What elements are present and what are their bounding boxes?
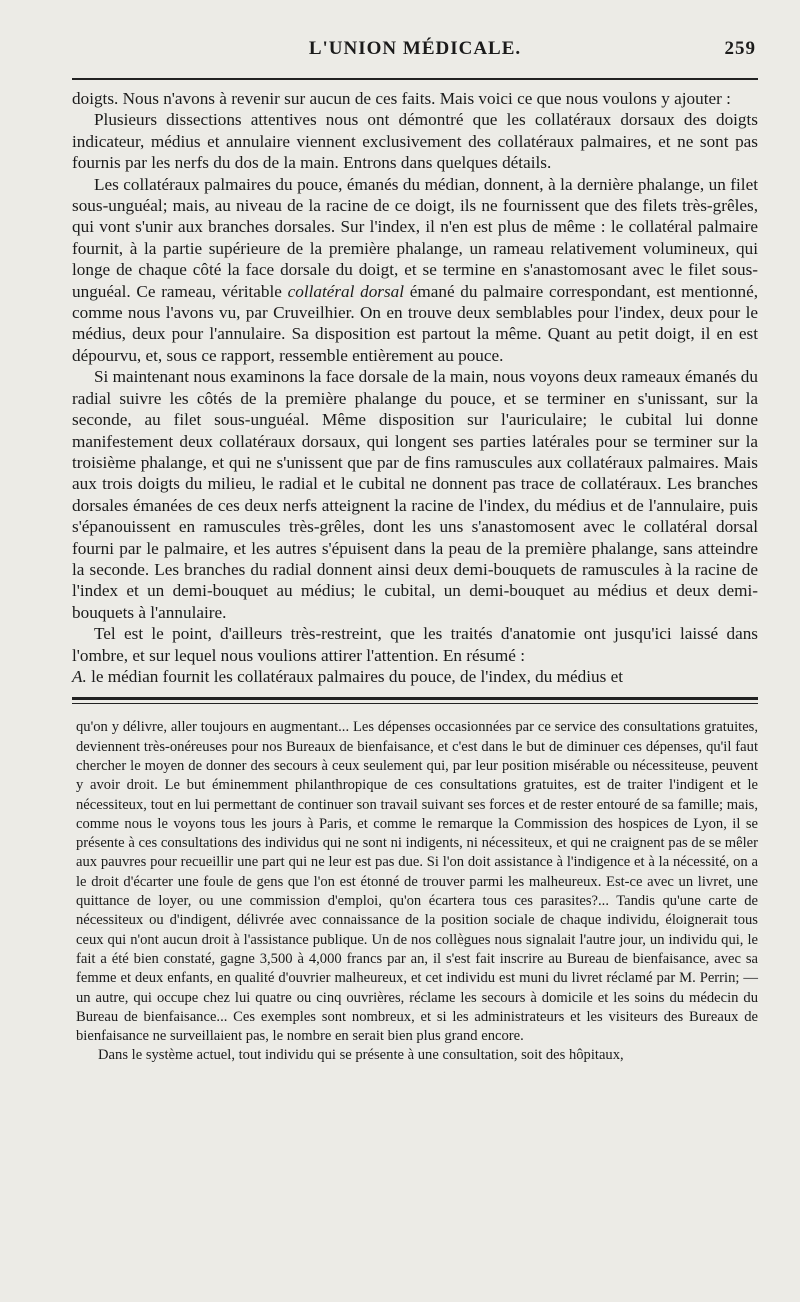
paragraph-3 xyxy=(72,174,758,367)
paragraph-5 xyxy=(72,623,758,687)
footnote-paragraph-2: Dans le système actuel, tout individu qui se présente à une consultation, soit des hôpitaux, xyxy=(98,1047,624,1064)
summary-letter-a: A. xyxy=(72,666,87,686)
paragraph-3-italic-term: collatéral dorsal xyxy=(287,281,405,301)
header-rule xyxy=(72,78,758,80)
footnote-text xyxy=(72,718,758,1065)
paragraph-3-text-a: Les collatéraux palmaires du pouce, émanés du médian, donnent, à la dernière phalange, un filet sous-unguéal; mais, au niveau de la racine de ce doigt, ils ne fournissent que des filets très-grêles, qui vont s'unir aux branches dorsales. Sur l'index, il n'en est plus de même : le collatéral palmaire fournit, à la partie supérieure de la première phalange, un rameau relativement volumineux, qui longe de chaque côté la face dorsale du doigt, et se termine en s'anastomosant avec le filet sous-unguéal. Ce rameau, véritable xyxy=(72,174,758,301)
paragraph-5-text-b: le médian fournit les collatéraux palmaires du pouce, de l'index, du médius et xyxy=(86,666,624,686)
footnote-separator xyxy=(72,697,758,704)
footnote-paragraph-1: qu'on y délivre, aller toujours en augmentant... Les dépenses occasionnées par ce service des consultations gratuites, deviennent très-onéreuses pour nos Bureaux de bienfaisance, et c'est dans le but de diminuer ces dépenses, qu'il faut chercher le moyen de donner des secours à ceux seulement qui, par leur position misérable ou nécessiteuse, peuvent y avoir droit. Le but éminemment philanthropique de ces consultations gratuites, est de traiter l'indigent et le nécessiteux, tout en lui permettant de continuer son travail suivant ses forces et de rester entouré de sa famille; mais, comme nous le voyons tous les jours à Paris, et comme le remarque la Commission des hospices de Lyon, il se présente à ces consultations des individus qui ne sont ni indigents, ni nécessiteux, et qui ne craignent pas de se mêler aux pauvres pour recueillir une part qui ne leur est pas due. Si l'on doit assistance à l'indigence et à la nécessité, on a le droit d'écarter une foule de gens que l'on est étonné de trouver parmi les malheureux. Est-ce avec un livret, une quittance de loyer, ou une commission d'emploi, qu'on écartera tous ces parasites?... Tandis qu'une carte de nécessiteux ou d'indigent, délivrée avec connaissance de la position sociale de chaque individu, éloignerait tous ceux qui n'ont aucun droit à l'assistance publique. Un de nos collègues nous signalait l'autre jour, un individu qui, le fait a été bien constaté, gagne 3,500 à 4,000 francs par an, il s'est fait inscrire au Bureau de bienfaisance, avec sa femme et deux enfants, en qualité d'ouvrier malheureux, et cet individu est muni du livret réclamé par M. Perrin; — un autre, qui occupe chez lui quatre ou cinq ouvrières, réclame les secours à domicile et les soins du médecin du Bureau de bienfaisance... Ces exemples sont nombreux, et si les administrateurs et les visiteurs des Bureaux de bienfaisance ne surveillaient pas, le nombre en serait bien plus grand encore. xyxy=(76,719,758,1045)
main-text xyxy=(72,88,758,687)
paragraph-3-text-b: émané du palmaire correspondant, est mentionné, comme nous l'avons vu, par Cruveilhier. On en trouve deux semblables pour l'index, deux pour le médius, deux pour l'annulaire. Sa disposition est partout la même. Quant au petit doigt, il en est dépourvu, et, sous ce rapport, ressemble entièrement au pouce. xyxy=(72,281,759,365)
running-header xyxy=(72,38,758,74)
paragraph-5-text-a: Tel est le point, d'ailleurs très-restreint, que les traités d'anatomie ont jusqu'ici laissé dans l'ombre, et sur lequel nous voulions attirer l'attention. En résumé : xyxy=(72,624,758,665)
paragraph-2: Plusieurs dissections attentives nous ont démontré que les collatéraux dorsaux des doigts indicateur, médius et annulaire viennent exclusivement des collatéraux palmaires, et ne sont pas fournis par les nerfs du dos de la main. Entrons dans quelques détails. xyxy=(72,110,758,173)
journal-title: L'UNION MÉDICALE. xyxy=(308,38,522,59)
page-number: 259 xyxy=(724,38,756,59)
paragraph-4: Si maintenant nous examinons la face dorsale de la main, nous voyons deux rameaux émanés du radial suivre les côtés de la première phalange du pouce, et se terminer en s'unissant, sur la seconde, au filet sous-unguéal. Même disposition sur l'auriculaire; le cubital lui donne manifestement deux collatéraux dorsaux, qui longent ses parties latérales pour se terminer sur la troisième phalange, et qui ne s'unissent que par de fins ramuscules aux collatéraux palmaires. Mais aux trois doigts du milieu, le radial et le cubital ne donnent pas trace de collatéraux. Les branches dorsales émanées de ces deux nerfs atteignent la racine de l'index, du médius et de l'annulaire, puis s'épanouissent en ramuscules très-grêles, dont les uns s'anastomosent avec le collatéral dorsal fourni par le palmaire, et les autres s'épuisent dans la peau de la première phalange, sans atteindre la seconde. Les branches du radial donnent ainsi deux demi-bouquets de ramuscules à la racine de l'index et un demi-bouquet au médius; le cubital, un demi-bouquet au médius et deux demi-bouquets à l'annulaire. xyxy=(72,367,758,622)
paragraph-1: doigts. Nous n'avons à revenir sur aucun de ces faits. Mais voici ce que nous voulons y ajouter : xyxy=(72,89,731,108)
